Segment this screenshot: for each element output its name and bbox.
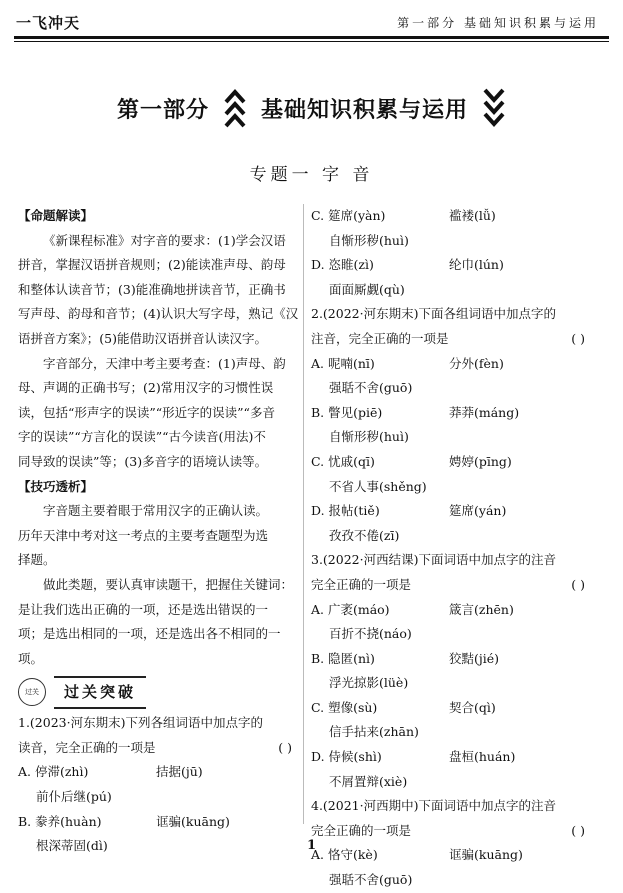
answer-paren[interactable]: ( ) xyxy=(571,822,585,838)
text-line: 是让我们选出正确的一项，还是选出错误的一 xyxy=(18,601,269,617)
text-line: 写声母、韵母和音节；(4)认识大写字母，熟记《汉 xyxy=(18,306,299,322)
option-a-cont: 强聒不舍(guō) xyxy=(329,380,413,396)
option-d-cont: 面面厮觑(qù) xyxy=(329,281,405,297)
answer-paren[interactable]: ( ) xyxy=(571,330,585,346)
chevron-up-icon xyxy=(223,86,247,130)
text-line: 语拼音方案》；(5)能借助汉语拼音认读汉字。 xyxy=(18,330,267,346)
header-rule-thin xyxy=(14,41,609,42)
option-d[interactable]: D. 恣睢(zì) 纶巾(lún) xyxy=(311,257,504,273)
option-c[interactable]: C. 忧戚(qī) 娉婷(pīng) xyxy=(311,453,512,469)
question-stem: 3.(2022·河西结课)下面词语中加点字的注音 xyxy=(311,552,556,568)
question-stem: 完全正确的一项是 ( ) xyxy=(311,819,593,844)
text-line: 《新课程标准》对字音的要求：(1)学会汉语 xyxy=(43,232,286,248)
option-b[interactable]: B. 隐匿(nì) 狡黠(jié) xyxy=(311,650,500,666)
text-line: 拼音，掌握汉语拼音规则；(2)能读准声母、韵母 xyxy=(18,257,286,273)
option-a[interactable]: A. 广袤(máo) 箴言(zhēn) xyxy=(311,601,514,617)
text-line: 择题。 xyxy=(18,552,56,568)
option-c-cont: 不省人事(shěng) xyxy=(329,478,427,494)
option-d-cont: 孜孜不倦(zī) xyxy=(329,527,400,543)
text-line: 和整体认读音节；(3)能准确地拼读音节，正确书 xyxy=(18,281,286,297)
text-line: 母、声调的正确书写；(2)常用汉字的习惯性误 xyxy=(18,380,274,396)
option-b-cont: 浮光掠影(lüè) xyxy=(329,675,409,691)
question-stem: 2.(2022·河东期末)下面各组词语中加点字的 xyxy=(311,306,556,322)
page-number: 1 xyxy=(306,838,317,853)
text-line: 项。 xyxy=(18,650,44,666)
text-line: 读，包括“形声字的误读”“形近字的误读”“多音 xyxy=(18,404,275,420)
option-a-cont: 前仆后继(pú) xyxy=(36,789,112,805)
question-stem: 4.(2021·河西期中)下面词语中加点字的注音 xyxy=(311,798,556,814)
banner-label: 过关突破 xyxy=(54,676,146,709)
option-c[interactable]: C. 塑像(sù) 契合(qì) xyxy=(311,699,496,715)
seal-icon: 过关 xyxy=(18,678,46,706)
option-b-cont: 自惭形秽(huì) xyxy=(329,429,409,445)
text-line: 历年天津中考对这一考点的主要考查题型为选 xyxy=(18,527,269,543)
question-stem: 1.(2023·河东期末)下列各组词语中加点字的 xyxy=(18,715,263,731)
text-line: 字音题主要着眼于常用汉字的正确认读。 xyxy=(43,503,269,519)
option-a-cont: 百折不挠(náo) xyxy=(329,626,412,642)
option-c[interactable]: C. 筵席(yàn) 褴褛(lǚ) xyxy=(311,208,496,223)
option-b[interactable]: B. 瞥见(piē) 莽莽(máng) xyxy=(311,404,520,420)
text-line: 项；是选出相同的一项，还是选出各不相同的一 xyxy=(18,626,281,642)
section-heading: 【技巧透析】 xyxy=(18,478,94,494)
option-c-cont: 信手拈来(zhān) xyxy=(329,724,419,740)
brand-logo: 一飞冲天 xyxy=(16,14,81,32)
part-title: 基础知识积累与运用 xyxy=(261,96,469,123)
option-b-cont: 根深蒂固(dì) xyxy=(36,838,108,854)
question-stem: 注音，完全正确的一项是 ( ) xyxy=(311,327,593,352)
answer-paren[interactable]: ( ) xyxy=(278,739,292,755)
text-line: 字的误读”“方言化的误读”“古今读音(用法)不 xyxy=(18,429,266,445)
section-heading: 【命题解读】 xyxy=(18,208,94,223)
text-line: 同导致的误读”等；(3)多音字的语境认读等。 xyxy=(18,453,268,469)
column-divider xyxy=(303,204,304,824)
part-title-row xyxy=(0,86,623,130)
option-b[interactable]: B. 豢养(huàn) 诓骗(kuāng) xyxy=(18,813,230,829)
option-a[interactable]: A. 停滞(zhì) 拮据(jū) xyxy=(18,764,203,780)
option-a[interactable]: A. 呢喃(nī) 分外(fèn) xyxy=(311,355,504,371)
question-stem: 完全正确的一项是 ( ) xyxy=(311,573,593,598)
pass-banner xyxy=(18,677,300,707)
question-stem: 读音，完全正确的一项是 ( ) xyxy=(18,736,300,761)
option-d[interactable]: D. 报帖(tiě) 筵席(yán) xyxy=(311,503,507,519)
part-label: 第一部分 xyxy=(116,96,209,123)
chevron-down-icon xyxy=(482,86,506,130)
running-header-title: 第一部分 基础知识积累与运用 xyxy=(397,16,599,30)
text-line: 字音部分，天津中考主要考查：(1)声母、韵 xyxy=(43,355,286,371)
option-c-cont: 自惭形秽(huì) xyxy=(329,232,409,248)
text-line: 做此类题，要认真审读题干，把握住关键词： xyxy=(43,576,294,592)
right-column xyxy=(311,204,593,893)
topic-title: 专题一 字 音 xyxy=(249,165,374,185)
option-d[interactable]: D. 侍候(shì) 盘桓(huán) xyxy=(311,749,516,765)
left-column xyxy=(18,204,300,859)
option-a-cont: 强聒不舍(guō) xyxy=(329,872,413,888)
answer-paren[interactable]: ( ) xyxy=(571,576,585,592)
header-rule-thick xyxy=(14,36,609,39)
option-a[interactable]: A. 恪守(kè) 诓骗(kuāng) xyxy=(311,847,523,863)
option-d-cont: 不屑置辩(xiè) xyxy=(329,773,408,789)
